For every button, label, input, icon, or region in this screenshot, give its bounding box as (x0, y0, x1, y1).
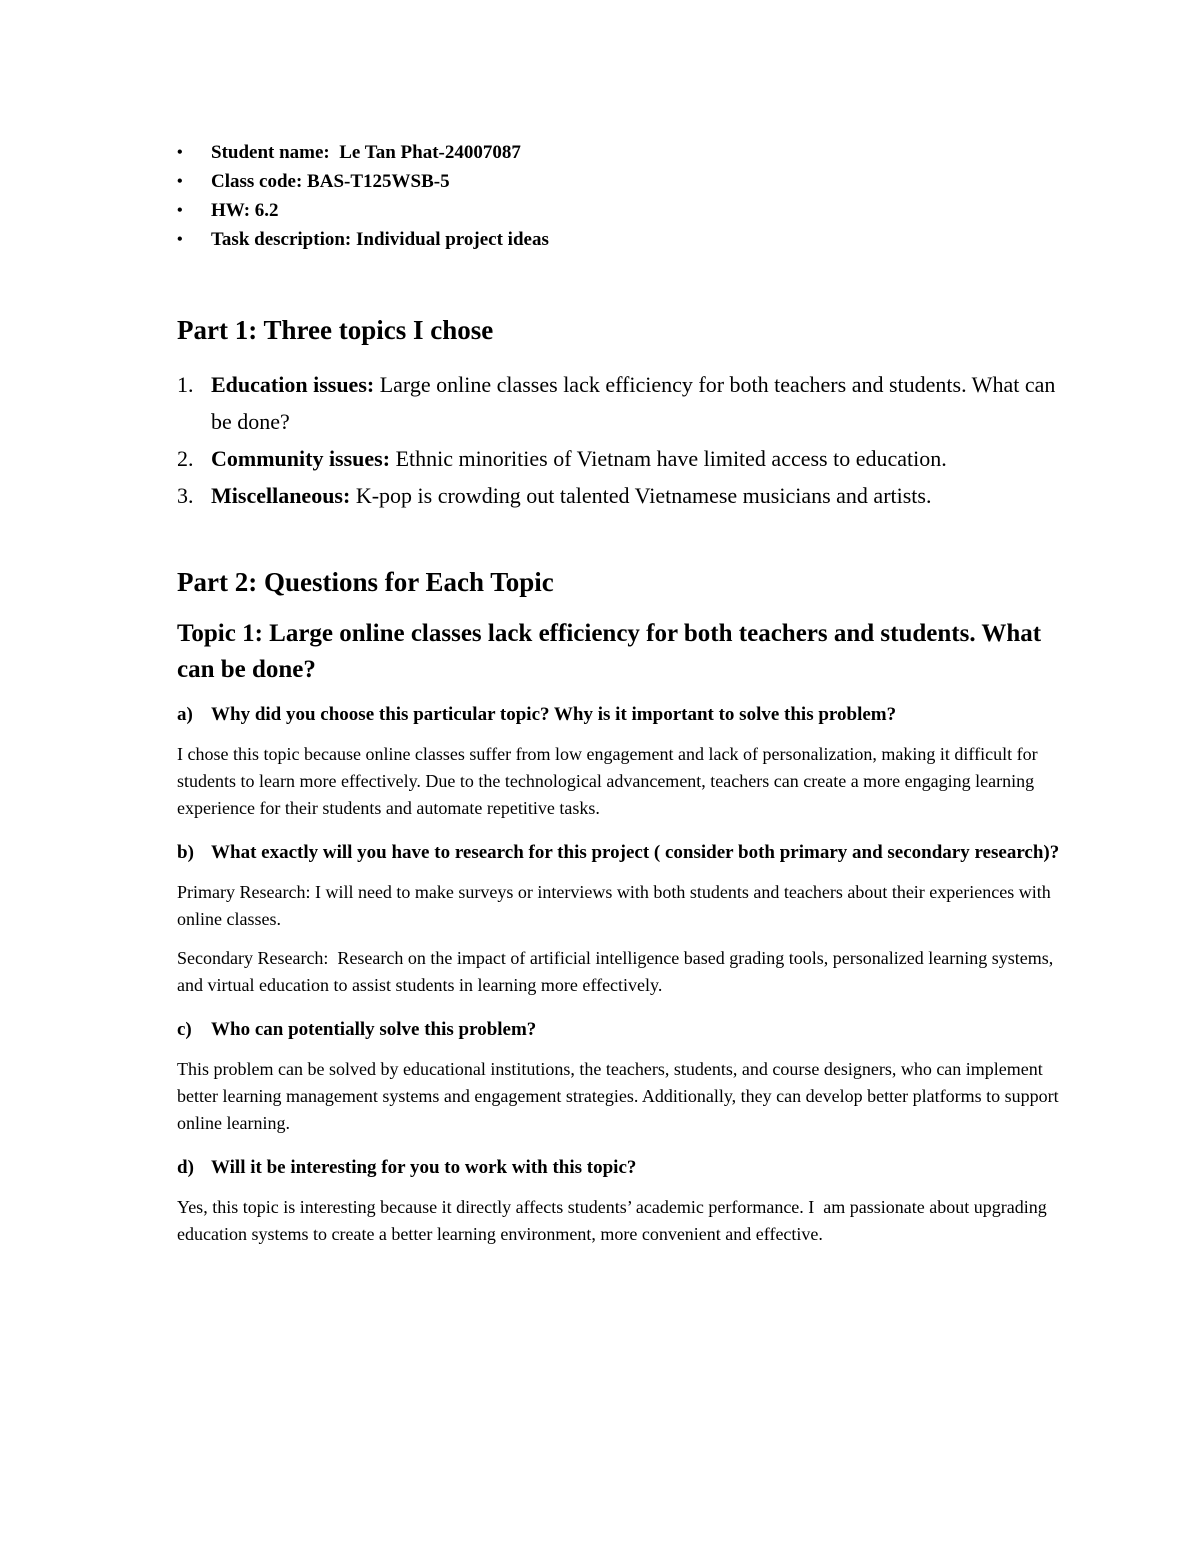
topic-body (211, 366, 1062, 440)
class-code-item (177, 167, 1062, 196)
topic-number: 2. (177, 446, 194, 471)
question-d (177, 1153, 1062, 1182)
answer-a: I chose this topic because online classes suffer from low engagement and lack of personalization, making it difficult for students to learn more effectively. Due to the technological advancement, teachers can create a more engaging learning experience for their students and automate repetitive tasks. (177, 744, 1043, 818)
topic-body (211, 477, 1062, 514)
task-description-text: Task description: Individual project ideas (211, 229, 549, 250)
topic-body (211, 440, 1062, 477)
part1-heading: Part 1: Three topics I chose (177, 315, 494, 345)
question-text: Who can potentially solve this problem? (211, 1019, 537, 1040)
bullet-icon: • (177, 144, 183, 161)
answer-b-primary: Primary Research: I will need to make surveys or interviews with both students and teachers about their experiences with online classes. (177, 882, 1056, 929)
question-a (177, 700, 1062, 729)
question-text: Why did you choose this particular topic? Why is it important to solve this problem? (211, 704, 897, 725)
hw-text: HW: 6.2 (211, 200, 279, 221)
question-b (177, 838, 1062, 867)
topics-list (177, 366, 1062, 514)
hw-item (177, 196, 1062, 225)
part2-heading: Part 2: Questions for Each Topic (177, 567, 554, 597)
question-marker: c) (177, 1019, 192, 1040)
bullet-icon: • (177, 202, 183, 219)
question-c (177, 1015, 1062, 1044)
student-name-item (177, 138, 1062, 167)
topic-label: Miscellaneous: (211, 483, 351, 508)
topic-number: 1. (177, 372, 194, 397)
question-text: What exactly will you have to research for this project ( consider both primary and secondary research)? (211, 842, 1060, 863)
answer-d: Yes, this topic is interesting because it directly affects students’ academic performance. I am passionate about upgrading education systems to create a better learning environment, more convenient and effective. (177, 1197, 1052, 1244)
student-info-list (177, 138, 1062, 254)
topic-item-education (177, 366, 1062, 440)
bullet-icon: • (177, 231, 183, 248)
topic-item-miscellaneous (177, 477, 1062, 514)
topic-text: Ethnic minorities of Vietnam have limited access to education. (390, 446, 947, 471)
question-marker: d) (177, 1157, 194, 1178)
topic-number: 3. (177, 483, 194, 508)
answer-c: This problem can be solved by educational institutions, the teachers, students, and course designers, who can implement better learning management systems and engagement strategies. Additionally, they can develop better platforms to support online learning. (177, 1059, 1064, 1133)
topic-text: K-pop is crowding out talented Vietnamese musicians and artists. (350, 483, 932, 508)
topic-text: Large online classes lack efficiency for both teachers and students. What can be done? (211, 372, 1061, 434)
student-name-text: Student name: Le Tan Phat-24007087 (211, 142, 521, 163)
class-code-text: Class code: BAS-T125WSB-5 (211, 171, 450, 192)
topic1-heading: Topic 1: Large online classes lack efficiency for both teachers and students. What can be done? (177, 620, 1042, 683)
task-description-item (177, 225, 1062, 254)
question-text: Will it be interesting for you to work with this topic? (211, 1157, 637, 1178)
topic-label: Community issues: (211, 446, 391, 471)
answer-b-secondary: Secondary Research: Research on the impact of artificial intelligence based grading tools, personalized learning systems, and virtual education to assist students in learning more effectively. (177, 948, 1058, 995)
question-marker: b) (177, 842, 194, 863)
topic-item-community (177, 440, 1062, 477)
topic-label: Education issues: (211, 372, 375, 397)
bullet-icon: • (177, 173, 183, 190)
question-marker: a) (177, 704, 193, 725)
